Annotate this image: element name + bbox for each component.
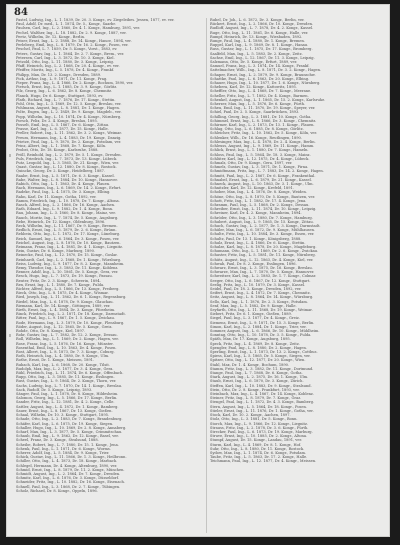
directory-entry: Pechel, Walther, Ing., L. 18. 1882, Dr. 2. 9. Kongr., 1887, ver. [16,30,127,35]
directory-entry: Schreiner, Karl, Dr. 4. 2. Kongr., Mannheim, 1894. [210,211,302,216]
directory-entry: Senf, Max, Ing., L. 5. 1882, Dr. 9. Kongr., Halle. [210,303,297,308]
column-divider [206,18,207,533]
directory-entry: Posselt, Emil, Ing., L. 5. 1867, Dr. 6. Kongr., Zittau. [16,123,110,128]
directory-entry: Schlenker, Wilh., Dr. 16. Kongr., Reutlingen, 1890. [210,135,302,140]
directory-entry: Schnitzler, Karl, Dr. 12. Kongr., Krefeld, 1891. [210,186,294,191]
directory-entry: Struve, Ernst, Ing., L. 10. 1885, Dr. 2. Kongr., Altona. [210,434,308,439]
directory-entry: Rabe, Walter, Ing., L. 8. 1884, Dr. 10. Kongr., Hannover. [16,177,118,182]
margin-mark [9,334,11,337]
directory-page [6,4,390,537]
directory-entry: Riemann, Karl, Dr. 14. Kongr., Göttingen, 1889, ver. [16,303,111,308]
directory-entry: Scharf, Max, Ing., L. 3. 1877, Dr. 5. Kongr., Crimmitschau. [16,429,123,434]
directory-entry: Schütz, August, Ing., L. 12. 1863, Dr. 4. Kongr., Kiel, ver. [210,257,314,262]
directory-entry: Sydow, Max, Ing., L. 1. 1874, Dr. 6. Kongr., Potsdam. [210,450,307,455]
directory-entry: Reuter, Fritz, Dr. 2. 3. Kongr., Schwerin, 1894. [16,278,101,283]
directory-entry: Siebert, Fritz, Dr. 6. 1. Kongr., Gießen, 1889. [210,312,292,317]
directory-entry: Philipp, Max, Dr. 13. 2. Kongr., Dresden, 1889. [16,72,102,77]
directory-entry: Reich, Samuel, Ing., L. 6. 1864, Dr. 3. Kongr., Posen, ver. [16,236,120,241]
directory-entry: Schuch, Gustav, Ing., L. 2. 1877, Dr. 1. 3. Kongr., Darmstadt. [210,223,321,228]
directory-entry: Radeke, Paul, Ing., L. 4. 1875, Dr. 3. Kongr., Elbing. [16,190,111,195]
directory-entry: Rust, Gustav, Ing., L. 9. 1864, Dr. 2. Kongr., Thorn, ver. [16,379,117,384]
directory-entry: Sommer, August, Ing., L. 6. 1866, Dr. 10. Kongr., Mühlheim. [210,329,320,334]
directory-entry: Rühl, Friedrich, Ing., L. 11. 1874, Dr. 6. Kongr., Offenbach. [16,371,124,376]
directory-entry: Porsch, Felix, Dr. 2. 4. Kongr., Breslau, 1895. [16,118,98,123]
directory-entry: Pfaff, Heinrich, Ing., L. 2. 1868, Dr. 20. 4. Kongr., ev. ver. [16,64,120,69]
directory-entry: Peiser, Ernst, Ing., L. 2. 1888, Dr. 14. Kongr., Hanov., 1894, ver. [16,39,132,44]
directory-entry: Rumpf, Heinrich, Dr. 13. Kongr., Wiesbaden, 1892. [210,34,303,39]
directory-entry: Saalfeld, Max, Ing., L. 5. 1883, Dr. 2. Kongr., Zeitz. [210,51,303,56]
directory-entry: Stern, August, Ing., L. 5. 1864, Dr. 18. Kongr., Posen. [210,404,307,409]
directory-entry: Raabe, Ernst, Ing., L. 5. 1871, Dr. 6. 3. Kongr., Kassel. [16,173,115,178]
directory-entry: Reinecke, Paul, Ing., L. 12. 1870, Dr. 15. Kongr., Goslar. [16,253,118,258]
directory-entry: Reimann, Franz, Ing., L. 4. 1881, Dr. 4. 1. Kongr., Liegnitz. [16,244,124,249]
directory-entry: Schauer, Hugo, Ing., L. 10. 1877, Dr. 1. 6. Kongr., Nürnberg. [210,81,321,86]
directory-entry: Scheffler, Otto, Ing., L. 4. 1868, Dr. 7. Kongr., Meerane. [210,89,312,94]
directory-entry: Pröll, Reinhold, Ing., L. 2. 1879, Dr. 5. 1. Kongr., Dresden. [16,152,122,157]
directory-entry: Pietsch, Ernst, Ing., L. 1. 1885, Dr. 3. 9. Kongr., Görlitz. [16,85,118,90]
directory-entry: Pfeiffer, Moritz, Ing., L. 5. 1878, Dr. 4. Kongr., Frankf. [16,68,115,73]
directory-entry: Russ, Gustav, Ing., L. 1. 1875, Dr. 17. Kongr., Bromberg. [210,47,313,52]
directory-entry: Schröder, Otto, Ing., L. 3. 1880, Dr. 7. Kongr., Hamburg. [210,215,313,220]
margin-mark [9,154,11,157]
directory-entry: Preller, Robert, Ing., L. 11. 1862, Dr. 3. 2. Kongr., Weimar. [16,131,122,136]
directory-entry: Prietze, Paul, Ing., L. 9. 1870, Dr. 2. Kongr., Potsdam, ver. [16,139,122,144]
directory-entry: Strecker, Paul, Ing., L. 6. 1873, Dr. 19. Kongr., Marburg. [210,429,313,434]
directory-entry: Pieper, Franz, Ing., L. 4. 1866, Dr. 2. Kongr., Bochum, 1890, ver. [16,81,134,86]
directory-entry: Rach, Hermann, Ing., L. 6. 1869, Dr. 14. 2. Kongr., Erfurt. [16,186,122,191]
directory-entry: Sonntag, Otto, Ing., L. 10. 1878, Dr. 3. 5. Kongr., Fulda. [210,333,312,338]
directory-entry: Schubert, August, Ing., L. 9. 1865, Dr. 15. Kongr., Zittau. [210,219,314,224]
directory-entry: Speck, Fritz, Ing., L. 4. 1869, Dr. 8. Kongr., Zeitz. [210,341,300,346]
directory-entry: Schneider, Fritz, Ing., L. 10. 1882, Dr. 16. Kongr., Eisenach. [16,480,125,485]
directory-entry: Paul, Adolf, Dr. med., L. 1. 1874, Dr. 5., Kongr., Saarbr. [16,22,116,27]
directory-entry: Sack, Rudolf, Dr. 5. Kongr., Leipzig, 1893. [16,387,93,392]
directory-entry: Reichel, August, Ing., L. 8. 1876, Dr. 10. Kongr., Bautzen. [16,240,121,245]
directory-entry: Siemens, Ernst, Ing., L. 9. 1871, Dr. 15. 3. Kongr., Berlin. [210,320,315,325]
directory-entry: Quast, Gustav, Ing., L. 12. 1880, Dr. 8. Kongr., Rostock. [16,165,117,170]
directory-entry: Pick, Arthur, Ing., L. 9. 1871, Dr. 11. Kongr., Prag. [16,76,108,81]
directory-entry: Spengler, Paul, Ing., L. 8. 1880, Dr. 2. Kongr., Hagen. [210,345,308,350]
directory-entry: Stamm, Fritz, Ing., L. 3. 1882, Dr. 11. Kongr., Dortmund. [210,366,314,371]
directory-entry: Roll, Wilhelm, Ing., L. 1. 1869, Dr. 2. Kongr., Hagen, ver. [16,337,119,342]
directory-entry: Pohlmann, August, Ing., L. 8. 1881, Dr. 1. Kongr., Hagen. [16,106,120,111]
directory-entry: Schleuss, August, Ing., L. 9. 1869, Dr. 11. Kongr., Hamm. [210,144,315,149]
directory-entry: Schöne, Otto, Ing., L. 8. 1870, Dr. 5. Kongr., Bautzen, ver. [210,194,316,199]
directory-entry: Scholz, Richard, Dr. 8. Kongr., Oppeln, 1896. [16,488,98,493]
directory-entry: Peschel, Paul, L. 7. 1859, Dr. 5. Kongr., Vorst., 1883, ev. [16,47,118,52]
directory-entry: Schwarze, Max, Ing., L. 7. 1870, Dr. 5. Kongr., Hannover. [210,270,315,275]
directory-entry: Rieth, Ernst, Ing., L. 4. 1884, Dr. 3. Kongr., Pforzheim. [16,308,116,313]
directory-entry: Rost, Albert, Ing., L. 8. 1873, Dr. 7. 3. Kongr., Coburg. [16,350,115,355]
directory-entry: Schäfer, Karl, Ing., L. 6. 1875, Dr. 19. Kongr., Siegen. [16,421,114,426]
directory-entry: Popp, Wilhelm, Ing., L. 10. 1874, Dr. 4. Kongr., Nürnberg. [16,114,122,119]
directory-entry: Sattler, August, Ing., L. 4. 1872, Dr. 1. Kongr., Bamberg. [16,404,119,409]
directory-entry: Ried, Joseph, Ing., L. 11. 1862, Dr. 6. 1. Kongr., Regensburg. [16,295,127,300]
directory-entry: Rudolph, Max, Ing., L. 2. 1877, Dr. 3. 4. Kongr., Gera. [16,366,114,371]
directory-entry: Stange, Paul, Ing., L. 7. 1868, Dr. 6. Kongr., Gotha. [210,371,303,376]
directory-entry: Stolz, Otto, Ing., L. 3. 1881, Dr. 5. Kongr., Bonn. [210,417,298,422]
directory-entry: Quincke, Georg, Dr. 2. Kongr., Heidelberg, 1887. [16,169,105,174]
directory-entry: Reinhardt, Carl, Ing., L. 2. 1868, Dr. 1. Kongr., Würzburg. [16,257,122,262]
left-column [16,18,204,534]
directory-entry: Schmitt, Paul, Ing., L. 2. 1867, Dr. 6. Kongr., Frankenthal. [210,173,316,178]
directory-entry: Schreiber, Ernst, Ing., L. 11. 1874, Dr. 10. Kongr., Leipzig. [210,207,317,212]
directory-entry: Riedel, Max, Ing., L. 6. 1878, Dr. 9. Kongr., Glauchau. [16,299,114,304]
directory-entry: Scheu, Emil, Ing., L. 11. 1870, Dr. 19. Kongr., Speyer, ver. [210,106,316,111]
directory-entry: Probst, Otto, Dr. 18. Kongr., Karlsruhe, 1888. [16,148,99,153]
directory-entry: Prinz, Albert, Ing., L. 1. 1868, Dr. 7. Kongr., Köln. [16,144,107,149]
directory-entry: Schade, Otto, Ing., L. 2. 1883, Dr. 7. Kongr., Brandenburg. [16,417,123,422]
directory-entry: Runge, Paul, Ing., L. 4. 1880, Dr. 1. Kongr., Bremen. [210,39,305,44]
directory-entry: Remy, Theodor, Ing., L. 3. 1883, Dr. 11. Kongr., Koblenz. [16,265,119,270]
directory-entry: Renner, Adolf, Ing., L. 10. 1861, Dr. 5. Kongr., Gera, ver. [16,270,119,275]
directory-entry: Petzold, Otto, Ing., L. 11. 1880, Dr. 3. Kongr., Leipzig. [16,60,114,65]
directory-entry: Schiel, Paul, Dr. 2. 5. Kongr., Saarbrücken, 1893. [210,110,300,115]
directory-entry: Späth, Max, Dr. 17. Kongr., Augsburg, 1895. [210,337,291,342]
directory-entry: Seifert, Ernst, Ing., L. 4. 1872, Dr. 7. Kongr., Chemnitz. [210,291,311,296]
directory-entry: Rode, Hermann, Ing., L. 3. 1879, Dr. 10. Kongr., Flensburg. [16,320,125,325]
directory-entry: Rupp, Otto, Ing., L. 3. 1885, Dr. 11. Kongr., Esslingen. [16,375,115,380]
directory-entry: Rehbein, Otto, Ing., L. 1. 1872, Dr. 17. Kongr., Lüneburg. [16,232,121,237]
directory-entry: Pohl, Otto, Ing., L. 3. 1869, Dr. 12. 5. Kongr., Breslau, ver. [16,102,122,107]
directory-entry: Schulz, Ernst, Ing., L. 4. 1866, Dr. 6. Kongr., Stettin. [210,240,306,245]
directory-entry: Sattelmacher, Wilh., Ing., L. 8. 1871, Dr. 3. 2. Kongr., Hagen. [210,68,322,73]
directory-entry: Schirmer, Karl, Ing., L. 2. 1873, Dr. 13. 1. Kongr., Plauen. [210,123,315,128]
directory-entry: Schober, Max, Ing., L. 4. 1876, Dr. 8. Kongr., Weiden. [210,190,307,195]
directory-entry: Ruge, Otto, Ing., L. 11. 1861, Dr. 6. Kongr., Halle, ver. [210,30,309,35]
directory-entry: Stengel, Paul, Ing., L. 1. 1872, Dr. 4. 3. Kongr., Bamberg. [210,400,315,405]
directory-entry: Pastel, Ludwig, Ing., L. 1. 1839, Dr. 20. 3. Kongr., ev. Ziegeleibes. Jessen, 1877, ev. ver. [16,18,175,22]
directory-entry: Sturm, Karl, Ing., L. 4. 1869, Dr. 8. 1. Kongr., Hof. [210,442,302,447]
directory-entry: Schimmel, Ernst, Ing., L. 8. 1866, Dr. 3. Kongr., Chemnitz. [210,118,317,123]
directory-entry: Schlag, Otto, Ing., L. 6. 1885, Dr. 8. Kongr., Görlitz. [210,127,304,132]
directory-entry: Schmid, Ernst, Ing., L. 8. 1879, Dr. 11. 2. Kongr., München. [16,467,125,472]
directory-entry: Schneck, August, Ing., L. 10. 1863, Dr. 3. 1. Kongr., Ulm. [210,181,314,186]
directory-entry: Petersen, Carl, Ing., L. 3. 1872, Dr. 10. 3. Kongr., Kiel. [16,55,115,60]
directory-entry: Rinck, Friedrich, Ing., L. 2. 1871, Dr. 18. Kongr., Darmstadt. [16,312,126,317]
directory-entry: Scheller, Fritz, Ing., L. 7. 1882, Dr. 4. Kongr., Barmen. [210,93,309,98]
directory-entry: Stahl, Max, Dr. 1. 4. Kongr., Bochum, 1890. [210,362,290,367]
directory-entry: Paulsen, Carl, Ing., L. 2. 1860, Dr. 4. 1. Kongr., Hamburg, 1891, ver. [16,26,141,31]
directory-entry: Schramm, Paul, Ing., L. 5. 1868, Dr. 2. Kongr., Dessau. [210,202,310,207]
directory-entry: Rex, Ernst, Ing., L. 1. 1880, Dr. 7. Kongr., Fulda. [16,282,105,287]
directory-entry: Roth, Heinrich, Ing., L. 4. 1880, Dr. 9. Kongr., Ulm. [16,354,110,359]
directory-entry: Seelig, Fritz, Ing., L. 10. 1879, Dr. 3. Kongr., Kassel. [210,282,306,287]
directory-entry: Schlüter, Karl, Ing., L. 12. 1875, Dr. 4. Kongr., Lübeck. [210,156,310,161]
directory-entry: Rudloff, August, Ing., L. 7. 1878, Dr. 4. 2. Kongr., Kassel. [210,26,314,31]
directory-entry: Schiller, Otto, Ing., L. 4. 1873, Dr. 18. Kongr., Marbach. [16,459,118,464]
directory-entry: Rohr, Gustav, Ing., L. 7. 1882, Dr. 12. 2. Kongr., Dessau. [16,333,118,338]
directory-entry: Rubel, Dr. Joh., L. 6. 1872, Dr. 3. Kongr., Berlin, ver. [210,18,305,22]
directory-entry: Stock, Karl, Dr. 10. 2. Kongr., Aachen, 1897. [210,413,291,418]
directory-entry: Prasse, Karl, Ing., L. 6. 1877, Dr. 15. Kongr., Halle. [16,127,109,132]
directory-entry: Steinbach, Max, Ing., L. 4. 1867, Dr. 14. Kongr., Koblenz. [210,392,314,397]
directory-entry: Schenkel, August, Ing., L. 1. 1865, Dr. 15. 2. Kongr., Karlsruhe. [210,97,326,102]
directory-entry: Rieck, Otto, Ing., L. 8. 1875, Dr. 4. Kongr., Wismar. [16,291,109,296]
directory-entry: Rahn, Karl, Dr. 11. Kongr., Gotha, 1892, ver. [16,194,97,199]
directory-entry: Ramm, Friedrich, Ing., L. 10. 1878, Dr. 7. Kongr., Altona. [16,198,120,203]
directory-entry: Rohde, Otto, Dr. 8. Kongr., Kiel, 1897. [16,329,86,334]
directory-entry: Putz, Leopold, Ing., L. 3. 1865, Dr. 21. Kongr., Wien, ver. [16,160,119,165]
directory-entry: Schaller, Hugo, Ing., L. 10. 1869, Dr. 2. 8. Kongr., Annaberg. [16,425,127,430]
directory-entry: Schnabel, Ernst, Ing., L. 6. 1879, Dr. 21. Kongr., Kassel. [210,177,312,182]
directory-entry: Schaper, Ernst, Ing., L. 2. 1879, Dr. 9. Kongr., Braunschw. [210,72,316,77]
directory-entry: Schebera, Karl, Dr. 12. Kongr., Kattowitz, 1895. [210,85,297,90]
directory-entry: Röder, August, Ing., L. 12. 1865, Dr. 5. Kongr., Greiz. [16,324,113,329]
directory-entry: Plath, Richard, Ing., L. 7. 1876, Dr. 17. Kongr., Stettin. [16,97,116,102]
directory-entry: Sander, Fritz, Ing., L. 12. 1881, Dr. 4. 2. Kongr., Celle. [16,400,115,405]
directory-entry: Richter, Alfred, Ing., L. 5. 1866, Dr. 13. Kongr., Freiberg. [16,287,120,291]
directory-entry: Rosenthal, Emil, Ing., L. 10. 1863, Dr. 4. Kongr., Posen. [16,345,117,350]
directory-entry: Schenk, Paul, Ing., L. 1. 1871, Dr. 6. Kongr., Worms. [16,446,111,451]
directory-entry: Samuel, Franz, Ing., L. 3. 1874, Dr. 14. Kongr., Frankf. [210,64,310,69]
directory-entry: Polte, Eugen, Ing., L. 2. 1849, Dr. 9. Kongr., Magdeb., ver. [16,110,122,115]
directory-entry: Rose, Franz, Ing., L. 5. 1876, Dr. 16. Kongr., Münster. [16,341,114,346]
directory-entry: Steffen, Karl, Ing., L. 10. 1883, Dr. 9. Kongr., Stralsund. [210,383,312,388]
directory-entry: Rebe, Heinrich, Dr. 12. Kongr., Oldenburg, 1896. [16,219,106,224]
directory-entry: Pilz, Georg, Ing., L. 6. 1862, Dr. 8. Kongr., Chemnitz. [16,89,113,94]
directory-entry: Resch, Hugo, Ing., L. 7. 1873, Dr. 19. Kongr., Passau. [16,274,113,279]
directory-entry: Storch, Max, Ing., L. 9. 1866, Dr. 12. Kongr., Liegnitz. [210,421,309,426]
directory-entry: Rothe, Ernst, Dr. 1. Kongr., Meissen, 1891. [16,358,95,363]
directory-entry: Reck, Wilhelm, Ing., L. 11. 1867, Dr. 9. Kongr., Bremen. [16,223,118,228]
directory-entry: Salzmann, Otto, Dr. 5. Kongr., Erfurt, 1889, ver. [210,60,298,65]
directory-entry: Peters, Gustav, Ing., L. 1. 1864, Dr. 2. 7. Kongr., Brem., ver. [16,51,125,56]
directory-entry: Scheibe, Robert, Ing., L. 7. 1880, Dr. 15. 1. Kongr., Jena. [16,442,119,447]
directory-entry: Rein, Gustav, Dr. 6. Kongr., Marburg, 1890. [16,249,96,254]
directory-entry: Schleicher, Fritz, Ing., L. 10. 1862, Dr. 5. Kongr., Köln, ver. [210,131,317,136]
directory-entry: Rubach, Karl, Ing., L. 6. 1868, Dr. 20. Kongr., Tilsit. [16,362,110,367]
directory-entry: Seidel, Paul, Dr. 18. 2. Kongr., Dresden, 1892, ver. [210,287,302,291]
directory-entry: Scherer, Adolf, Ing., L. 5. 1884, Dr. 9. Kongr., Trier. [16,450,110,455]
directory-entry: Schmidtmann, Fritz, Ing., L. 7. 1883, Dr. 14. 2. Kongr., Hagen. [210,169,324,174]
directory-entry: Schmidt, August, Ing., L. 2. 1864, Dr. 7. Kongr., Dresden. [16,471,121,476]
directory-entry: Scherzer, Max, Ing., L. 5. 1876, Dr. 6. Kongr., Fürth. [210,102,306,107]
directory-entry: Planck, Hugo, Dr. 6. Kongr., Stuttgart, 1893, ev. [16,93,104,98]
directory-entry: Rath, Eduard, Ing., L. 9. 1882, Dr. 1. 4. Kongr., Bonn. [16,207,114,212]
directory-entry: Rauch, Moritz, Ing., L. 7. 1874, Dr. 5. Kongr., Augsburg. [16,215,119,220]
directory-entry: Schnell, Paul, Ing., L. 3. 1868, Dr. 2. 7. Kongr., Tübingen. [16,484,121,489]
directory-entry: Spiess, Karl, Ing., L. 5. 1865, Dr. 5. Kongr., Siegen, ver. [210,354,311,359]
directory-entry: Stark, August, Ing., L. 2. 1875, Dr. 16. 1. Kongr., Ulm. [210,375,309,380]
directory-entry: Schlesinger, Max, Ing., L. 4. 1878, Dr. 2. 4. Kongr., Berlin. [210,139,316,144]
directory-entry: Schlegel, Hermann, Dr. 4. Kongr., Altenburg, 1890, ver. [16,463,118,468]
directory-entry: Rabich, Otto, Ing., L. 1. 1863, Dr. 4. Kongr., Plauen. [16,181,111,186]
directory-entry: Sänger, Paul, Ing., L. 1. 1878, Dr. 8. Kongr., Hildesheim. [16,392,119,397]
directory-entry: Siegel, Paul, Ing., L. 3. 1877, Dr. 4. Kongr., Greiz. [210,316,300,321]
directory-entry: Taube, Fritz, Ing., L. 5. 1863, Dr. 17. 2. Kongr., Halle. [210,455,308,460]
directory-entry: Schmelz, Gustav, Ing., L. 3. 1871, Dr. 1. Kongr., Pirna. [210,165,309,170]
directory-entry: Steiner, Fritz, Ing., L. 8. 1879, Dr. 7. Kongr., Graz. [210,396,302,401]
directory-entry: Schüler, Max, Ing., L. 6. 1872, Dr. 9. Kongr., Mühlhausen. [210,228,316,233]
page-number: 84 [14,7,28,18]
directory-entry: Reiss, Ludwig, Ing., L. 9. 1877, Dr. 8. 2. Kongr., Mannheim. [16,261,125,266]
directory-entry: Ritter, Paul, Ing., L. 9. 1867, Dr. 1. 5. Kongr., Zwickau. [16,316,116,321]
directory-entry: Sauer, Ernst, Ing., L. 8. 1867, Dr. 13. Kongr., Gießen. [16,408,113,413]
directory-entry: Sello, Karl, Ing., L. 1. 1876, Dr. 2. 3. Kongr., Potsdam. [210,299,308,304]
right-column [210,18,386,534]
directory-entry: Redlich, Ernst, Ing., L. 5. 1879, Dr. 2. 6. Kongr., Brünn. [16,228,117,233]
directory-entry: Strauss, Fritz, Ing., L. 2. 1878, Dr. 3. 6. Kongr., Fürth. [210,425,309,430]
directory-entry: Schick, Gustav, Ing., L. 11. 1866, Dr. 1. 3. Kongr., Heilbronn. [16,455,127,460]
directory-entry: Puls, Friedrich, Ing., L. 7. 1873, Dr. 13. Kongr., Lübeck. [16,156,118,161]
directory-entry: Sachs, Ludwig, Ing., L. 7. 1870, Dr. 14. 1. Kongr., Breslau. [16,383,123,388]
directory-entry: Stumpf, August, Dr. 15. Kongr., Landau, 1891, ver. [210,438,302,443]
directory-entry: Schmalz, Otto, Dr. 9. Kongr., Gera, 1897, ver. [210,160,293,165]
directory-entry: Rasch, Alfred, Ing., L. 2. 1866, Dr. 16. Kongr., Aachen. [16,202,116,207]
directory-entry: Seeger, Otto, Ing., L. 6. 1867, Dr. 12. Kongr., Stuttgart. [210,278,311,283]
directory-entry: Schulte, Fritz, Ing., L. 10. 1884, Dr. 3. Kongr., Essen, ver. [210,232,315,237]
directory-entry: Sachse, Emil, Ing., L. 12. 1867, Dr. 11. 3. Kongr., Leipzig. [210,55,315,60]
directory-entry: Simon, Karl, Ing., L. 2. 1884, Dr. 1. Kongr., Trier, ver. [210,324,307,329]
directory-entry: Staub, Ernst, Ing., L. 6. 1870, Dr. 3. Kongr., Zürich. [210,379,304,384]
directory-entry: Schloss, Paul, Ing., L. 5. 1864, Dr. 18. 3. Kongr., Mainz. [210,152,311,157]
directory-entry: Seitz, August, Ing., L. 8. 1864, Dr. 14. Kongr., Würzburg. [210,295,314,300]
directory-entry: Schilling, Georg, Ing., L. 3. 1881, Dr. 10. Kongr., Gotha. [210,114,312,119]
directory-entry: Schott, Fritz, Ing., L. 1. 1882, Dr. 17. 4. Kongr., Jena. [210,198,307,203]
directory-entry: Schweitzer, Karl, Ing., L. 2. 1883, Dr. 1. 7. Kongr., Colmar. [210,274,317,279]
directory-entry: Preuss, Hermann, Ing., L. 4. 1883, Dr. 19. Kongr., Danzig. [16,135,122,140]
directory-entry: Schumann, Otto, Ing., L. 1. 1869, Dr. 2. 6. Kongr., Zwickau. [210,249,319,254]
directory-entry: Suhr, Otto, Ing., L. 8. 1880, Dr. 11. Kongr., Rostock. [210,446,305,451]
directory-entry: Schmitz, Karl, Ing., L. 6. 1876, Dr. 3. Kongr., Düsseldorf. [16,476,119,481]
directory-entry: Teichmann, Paul, Ing., L. 12. 1877, Dr. 4. Kongr., Meissen. [210,459,317,464]
directory-entry: Schulze, Karl, Ing., L. 8. 1878, Dr. 20. Kongr., Magdeburg. [210,244,317,249]
directory-entry: Spitzer, Otto, Ing., L. 12. 1877, Dr. 20. Kongr., Wien. [210,358,306,363]
directory-entry: Stein, Otto, Dr. 2. 8. Kongr., Frankfurt, 1893, ver. [210,387,300,392]
directory-entry: Sperling, Ernst, Ing., L. 1. 1873, Dr. 13. 2. Kongr., Cottbus. [210,350,318,355]
directory-entry: Schaub, Emil, Ing., L. 9. 1862, Dr. 12. Kongr., Basel, ver. [16,434,119,439]
directory-entry: Rau, Johann, Ing., L. 3. 1860, Dr. 8. Kongr., Mainz, ver. [16,211,116,216]
directory-entry: Schattke, Paul, Ing., L. 6. 1863, Dr. 20. Kongr., Elbing. [210,76,310,81]
directory-entry: Stieler, Ernst, Ing., L. 11. 1876, Dr. 1. Kongr., Gotha, ver. [210,408,314,413]
directory-entry: Schaal, Wilhelm, Dr. 10. 3. Kongr., Stuttgart, 1895. [16,413,110,418]
directory-entry: Peetz, Wilhelm, Dr. 12. Kongr., Berlin. [16,34,86,39]
directory-entry: Ruppel, Karl, Ing., L. 9. 1869, Dr. 8. 1. Kongr., Hanau. [210,43,309,48]
directory-entry: Perleberg, Emil, Ing., L. 8. 1879, Dr. 16. 2. Kongr., Posen, ver. [16,43,129,48]
directory-entry: Salomon, Georg, Ing., L. 5. 1866, Dr. 17. Kongr., Berlin. [16,396,118,401]
directory-entry: Schultz, Paul, Dr. 13. 1. Kongr., Königsberg, 1888. [210,236,302,241]
directory-entry: Schuster, Fritz, Ing., L. 5. 1881, Dr. 11. Kongr., Nürnberg. [210,253,316,258]
directory-entry: Rückert, Ernst, Ing., L. 2. 1866, Dr. 10. Kongr., Dresden. [210,22,314,27]
directory-entry: Schlick, Ernst, Ing., L. 1. 1880, Dr. 7. Kongr., Hameln. [210,148,309,153]
directory-entry: Scheel, Franz, Dr. 3. Kongr., Stralsund, 1888. [16,438,99,443]
directory-entry: Schwab, Paul, Dr. 8. 2. Kongr., Esslingen, 1896. [210,261,297,266]
directory-entry: Seyfarth, Otto, Ing., L. 11. 1868, Dr. 19. Kongr., Weimar. [210,308,313,313]
directory-entry: Schwarz, Ernst, Ing., L. 3. 1875, Dr. 16. Kongr., Breslau. [210,265,313,270]
